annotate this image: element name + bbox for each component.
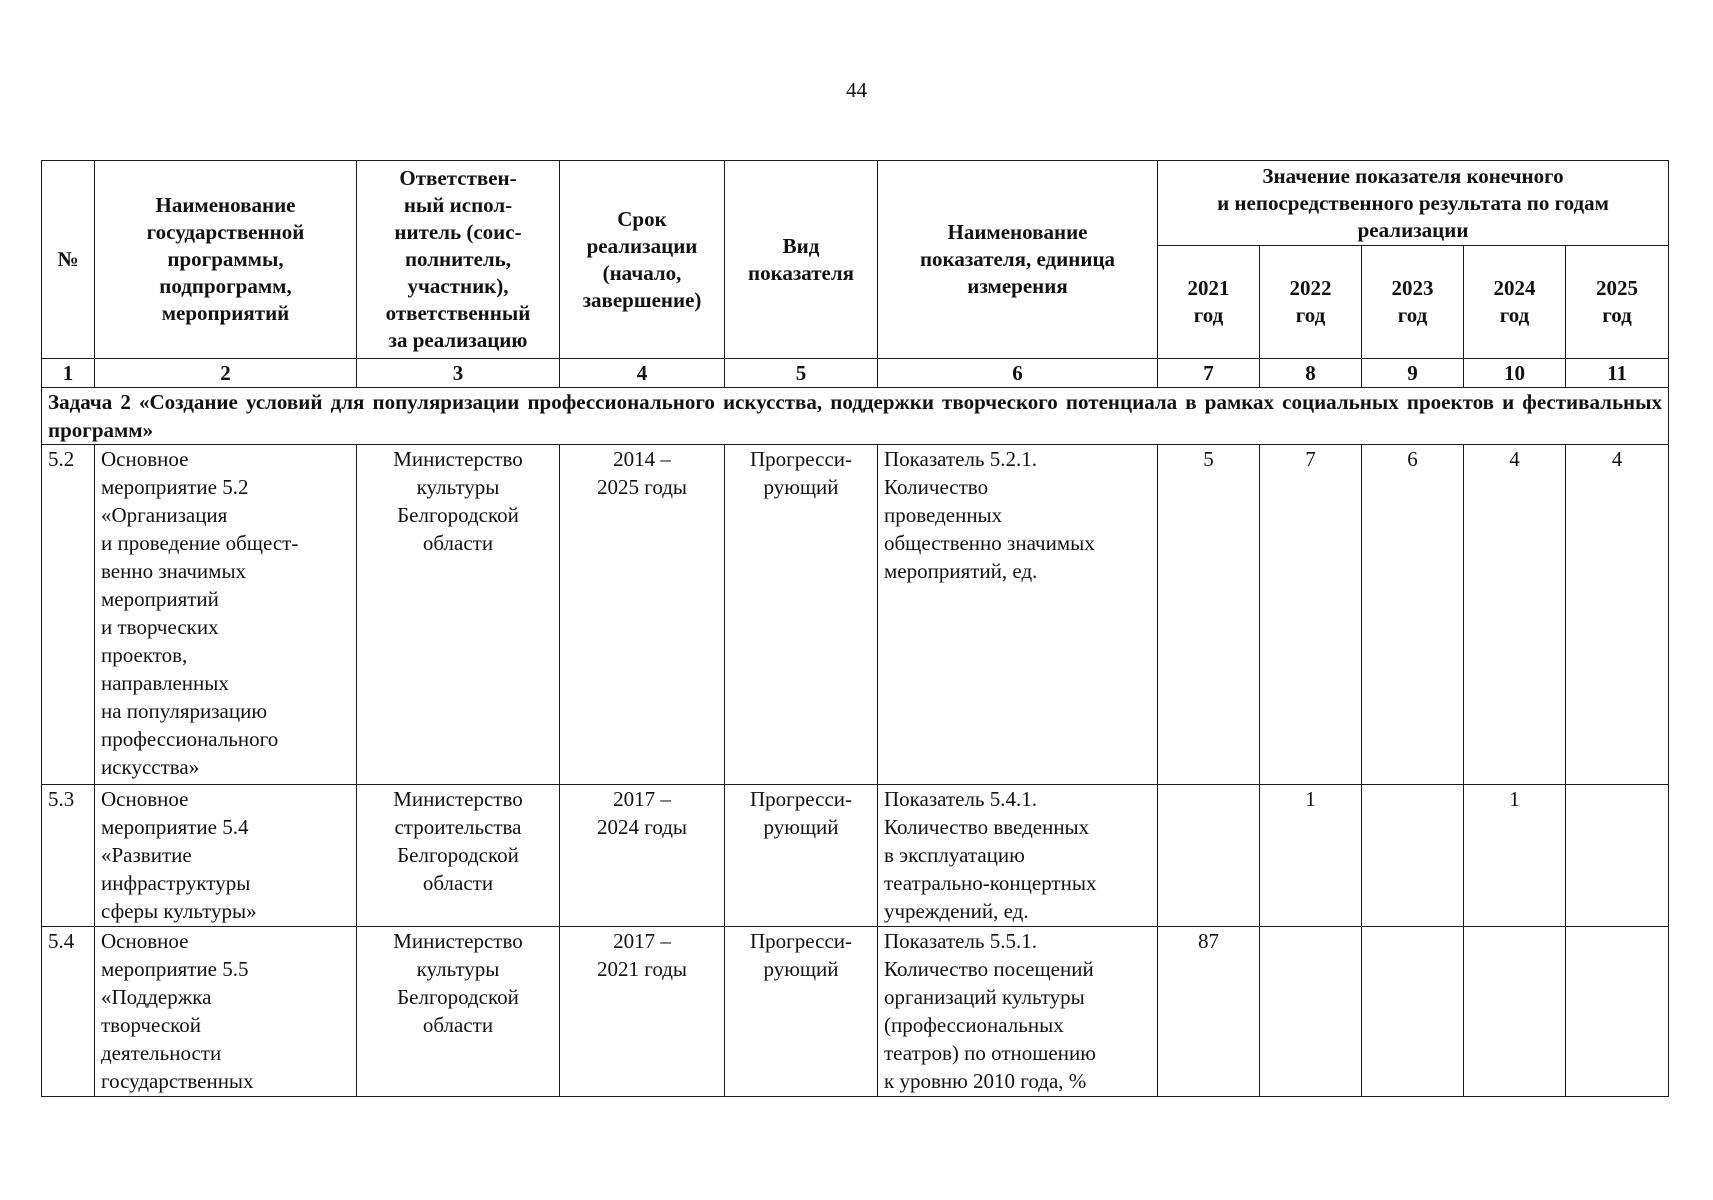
column-number: 5 [725, 359, 878, 388]
column-numbers-row [42, 359, 1669, 388]
header-row [42, 161, 1669, 246]
header-year-2023: 2023 год [1362, 246, 1464, 359]
header-num: № [42, 161, 95, 359]
value-2025 [1566, 927, 1669, 1097]
period: 2017 – 2021 годы [560, 927, 725, 1097]
indicator-type: Прогресси- рующий [725, 927, 878, 1097]
column-number: 10 [1464, 359, 1566, 388]
value-2024: 4 [1464, 445, 1566, 785]
header-values-group: Значение показателя конечного и непосредственного результата по годам реализации [1158, 161, 1669, 246]
indicator-name: Показатель 5.2.1. Количество проведенных общественно значимых мероприятий, ед. [878, 445, 1158, 785]
executor: Министерство строительства Белгородской области [357, 785, 560, 927]
executor: Министерство культуры Белгородской области [357, 927, 560, 1097]
program-name: Основное мероприятие 5.2 «Организация и проведение общест- венно значимых мероприятий и творческих проектов, направленных на популяризацию профессионального искусства» [95, 445, 357, 785]
page-number: 44 [846, 78, 867, 102]
program-name: Основное мероприятие 5.4 «Развитие инфраструктуры сферы культуры» [95, 785, 357, 927]
executor: Министерство культуры Белгородской области [357, 445, 560, 785]
header-executor: Ответствен- ный испол- нитель (соис- полнитель, участник), ответственный за реализацию [357, 161, 560, 359]
row-number: 5.3 [42, 785, 95, 927]
column-number: 11 [1566, 359, 1669, 388]
task-title: Задача 2 «Создание условий для популяризации профессионального искусства, поддержки творческого потенциала в рамках социальных проектов и фестивальных программ» [42, 388, 1669, 445]
indicator-type: Прогресси- рующий [725, 445, 878, 785]
header-program: Наименование государственной программы, подпрограмм, мероприятий [95, 161, 357, 359]
header-year-2024: 2024 год [1464, 246, 1566, 359]
column-number: 2 [95, 359, 357, 388]
program-name: Основное мероприятие 5.5 «Поддержка творческой деятельности государственных [95, 927, 357, 1097]
header-year-2025: 2025 год [1566, 246, 1669, 359]
indicator-name: Показатель 5.5.1. Количество посещений организаций культуры (профессиональных театров) по отношению к уровню 2010 года, % [878, 927, 1158, 1097]
value-2022 [1260, 927, 1362, 1097]
value-2021: 87 [1158, 927, 1260, 1097]
table-row [42, 927, 1669, 1097]
header-indicator-name: Наименование показателя, единица измерения [878, 161, 1158, 359]
value-2023 [1362, 927, 1464, 1097]
value-2025 [1566, 785, 1669, 927]
value-2021 [1158, 785, 1260, 927]
header-period: Срок реализации (начало, завершение) [560, 161, 725, 359]
column-number: 8 [1260, 359, 1362, 388]
table-row [42, 785, 1669, 927]
task-row [42, 388, 1669, 445]
period: 2014 – 2025 годы [560, 445, 725, 785]
column-number: 4 [560, 359, 725, 388]
value-2023 [1362, 785, 1464, 927]
column-number: 1 [42, 359, 95, 388]
value-2025: 4 [1566, 445, 1669, 785]
header-indicator-type: Вид показателя [725, 161, 878, 359]
value-2024: 1 [1464, 785, 1566, 927]
value-2022: 7 [1260, 445, 1362, 785]
value-2022: 1 [1260, 785, 1362, 927]
indicator-name: Показатель 5.4.1. Количество введенных в эксплуатацию театрально-концертных учреждений, ед. [878, 785, 1158, 927]
value-2021: 5 [1158, 445, 1260, 785]
column-number: 9 [1362, 359, 1464, 388]
table-row [42, 445, 1669, 785]
header-year-2021: 2021 год [1158, 246, 1260, 359]
header-year-2022: 2022 год [1260, 246, 1362, 359]
column-number: 3 [357, 359, 560, 388]
row-number: 5.4 [42, 927, 95, 1097]
column-number: 7 [1158, 359, 1260, 388]
value-2023: 6 [1362, 445, 1464, 785]
row-number: 5.2 [42, 445, 95, 785]
indicator-type: Прогресси- рующий [725, 785, 878, 927]
value-2024 [1464, 927, 1566, 1097]
column-number: 6 [878, 359, 1158, 388]
period: 2017 – 2024 годы [560, 785, 725, 927]
program-table [41, 160, 1669, 1097]
